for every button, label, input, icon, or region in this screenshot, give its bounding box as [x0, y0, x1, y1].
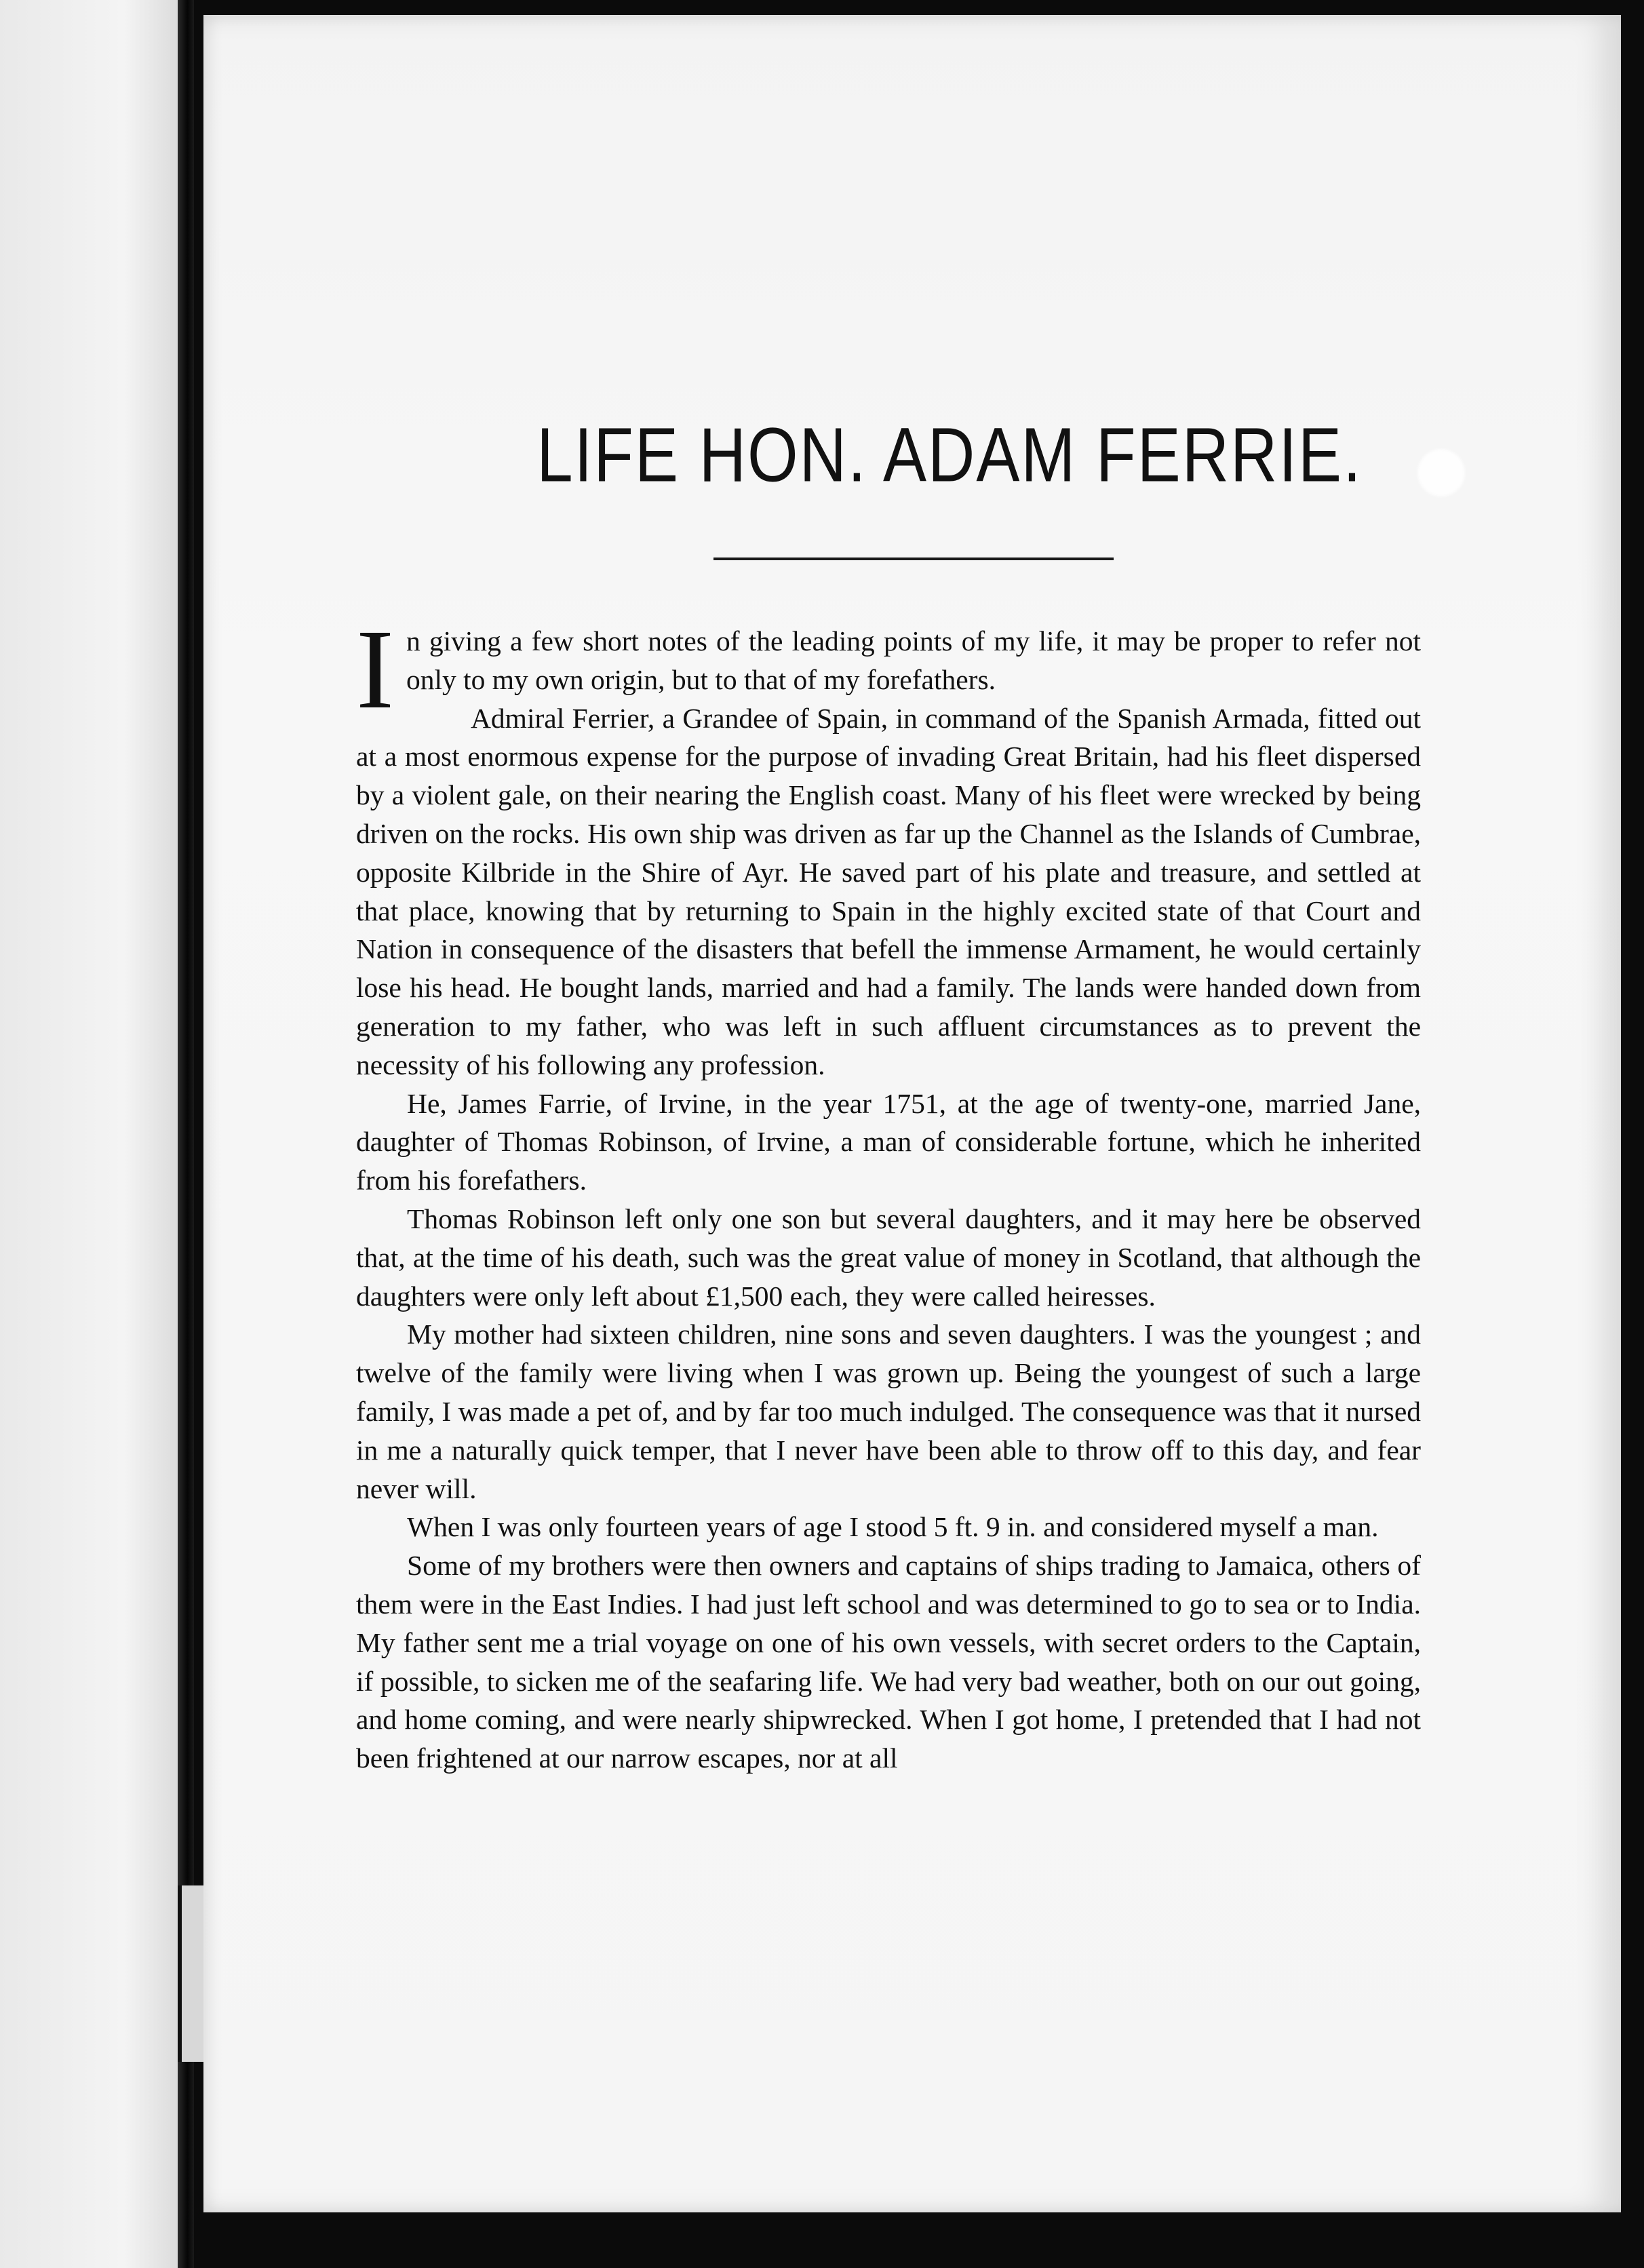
paragraph-5: My mother had sixteen children, nine sons and seven daughters. I was the youngest ; and twelve of the family were living when I was grown up. Being the youngest of such a large family, I was made a pet of, and by far too much indulged. The consequence was that it nursed in me a naturally quick temper, that I never have been able to throw off to this day, and fear never will. [356, 1318, 1421, 1504]
paragraph-1 [356, 606, 1421, 732]
paragraph-3: He, James Farrie, of Irvine, in the year 1751, at the age of twenty-one, married Jane, daughter of Thomas Robinson, of Irvine, a man of considerable fortune, which he inherited from his forefathers. [356, 1087, 1421, 1196]
title-rule [713, 558, 1114, 560]
scan-glare [1417, 449, 1465, 496]
page-title: LIFE HON. ADAM FERRIE. [536, 412, 1363, 498]
facing-page-edge [0, 0, 178, 2268]
paragraph-1-text: n giving a few short notes of the leading points of my life, it may be proper to refer not only to my own origin, but to that of my forefathers. [406, 625, 1421, 695]
paragraph-4: Thomas Robinson left only one son but several daughters, and it may here be observed that, at the time of his death, such was the great value of money in Scotland, that although the daughters were only left about £1,500 each, they were called heiresses. [356, 1203, 1421, 1312]
paragraph-6: When I was only fourteen years of age I stood 5 ft. 9 in. and considered myself a man. [407, 1511, 1379, 1543]
paragraph-2: Admiral Ferrier, a Grandee of Spain, in command of the Spanish Armada, fitted out at a most enormous expense for the purpose of invading Great Britain, had his fleet dispersed by a violent gale, on their nearing the English coast. Many of his fleet were wrecked by being driven on the rocks. His own ship was driven as far up the Channel as the Islands of Cumbrae, opposite Kilbride in the Shire of Ayr. He saved part of his plate and treasure, and settled at that place, knowing that by returning to Spain in the highly excited state of that Court and Nation in consequence of the disasters that befell the immense Armament, he would certainly lose his head. He bought lands, married and had a family. The lands were handed down from generation to my father, who was left in such affluent circumstances as to prevent the necessity of his following any profession. [356, 702, 1421, 1080]
paragraph-7: Some of my brothers were then owners and captains of ships trading to Jamaica, others of them were in the East Indies. I had just left school and was determined to go to sea or to India. My father sent me a trial voyage on one of his own vessels, with secret orders to the Captain, if possible, to sicken me of the seafaring life. We had very bad weather, both on our out going, and home coming, and were nearly shipwrecked. When I got home, I pretended that I had not been frightened at our narrow escapes, nor at all [356, 1550, 1421, 1774]
book-page [203, 15, 1621, 2212]
body-text [356, 606, 1421, 1778]
drop-cap: I [356, 606, 394, 732]
